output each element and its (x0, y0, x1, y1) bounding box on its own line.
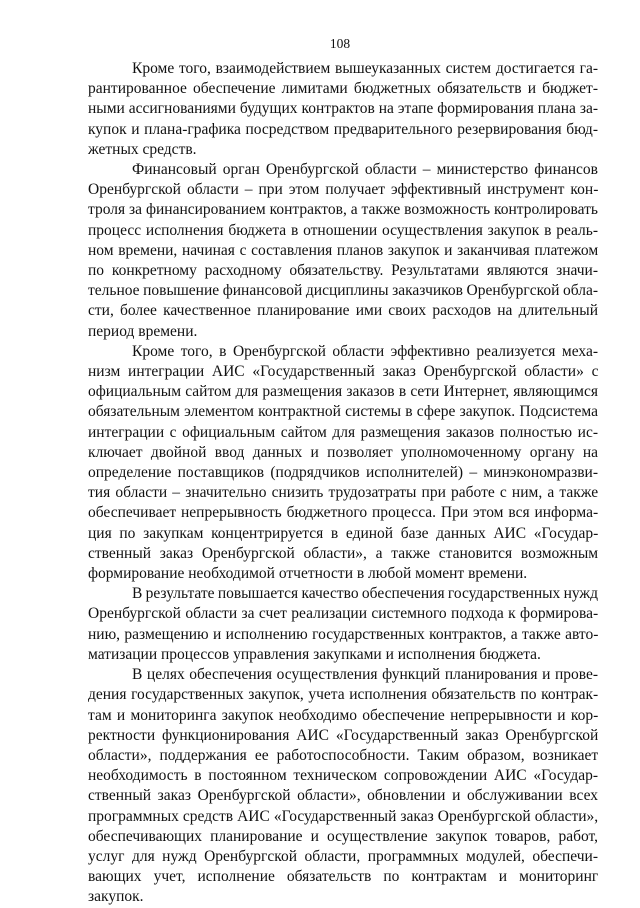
text-line: ректности функционирования АИС «Государственный заказ Оренбургской (88, 726, 599, 744)
text-line: необходимость в постоянном техническом сопровождении АИС «Государ- (88, 767, 598, 785)
text-line: ном времени, начиная с составления планов закупок и заканчивая платежом (88, 241, 599, 259)
text-line: обеспечивает непрерывность бюджетного процесса. При этом вся информа- (88, 504, 599, 522)
text-line: программных средств АИС «Государственный заказ Оренбургской области», (88, 807, 599, 825)
text-line: низм интеграции АИС «Государственный заказ Оренбургской области» с (88, 363, 599, 381)
text-line: сти, более качественное планирование ими своих расходов на длительный (88, 302, 598, 320)
text-line: дения государственных закупок, учета исполнения обязательств по контрак- (88, 686, 599, 704)
text-line: ция по закупкам концентрируется в единой базе данных АИС «Государ- (88, 524, 599, 542)
text-line: рантированное обеспечение лимитами бюджетных обязательств и бюджет- (88, 80, 598, 98)
text-line: жетных средств. (88, 140, 197, 158)
paragraph-1 (88, 59, 598, 160)
paragraph-5 (88, 665, 598, 907)
text-line: обеспечивающих планирование и осуществление закупок товаров, работ, (88, 827, 598, 845)
paragraph-2 (88, 160, 598, 342)
text-line: обязательным элементом контрактной системы в сфере закупок. Подсистема (88, 403, 598, 421)
text-line: период времени. (88, 322, 198, 340)
text-line: нию, размещению и исполнению государственных контрактов, а также авто- (88, 625, 599, 643)
text-line: В результате повышается качество обеспечения государственных нужд (132, 585, 598, 603)
text-line: В целях обеспечения осуществления функций планирования и прове- (132, 666, 599, 684)
text-line: закупок. (88, 888, 144, 906)
text-line: купок и плана-графика посредством предварительного резервирования бюд- (88, 120, 598, 138)
text-line: определение поставщиков (подрядчиков исполнителей) – минэкономразви- (88, 464, 598, 482)
page-number: 108 (329, 36, 351, 51)
text-line: ными ассигнованиями будущих контрактов на этапе формирования плана за- (88, 100, 598, 118)
text-line: ключает двойной ввод данных и позволяет уполномоченному органу на (88, 443, 598, 461)
text-line: тельное повышение финансовой дисциплины заказчиков Оренбургской обла- (88, 282, 598, 300)
text-line: формирование необходимой отчетности в любой момент времени. (88, 565, 528, 583)
text-line: области», поддержания ее работоспособности. Таким образом, возникает (88, 746, 599, 764)
text-line: матизации процессов управления закупками и исполнения бюджета. (88, 645, 541, 663)
text-line: Кроме того, в Оренбургской области эффективно реализуется меха- (132, 342, 598, 360)
paragraph-3 (88, 342, 598, 584)
document-body (88, 59, 598, 908)
text-line: троля за финансированием контрактов, а также возможность контролировать (88, 201, 598, 219)
text-line: Оренбургской области – при этом получает эффективный инструмент кон- (88, 181, 599, 199)
text-line: официальным сайтом для размещения заказов в сети Интернет, являющимся (88, 383, 598, 401)
text-line: процесс исполнения бюджета в отношении осуществления закупок в реаль- (88, 221, 598, 239)
text-line: ственный заказ Оренбургской области», обновлении и обслуживании всех (88, 787, 598, 805)
text-line: услуг для нужд Оренбургской области, программных модулей, обеспечи- (88, 847, 598, 865)
text-line: интеграции с официальным сайтом для размещения заказов полностью ис- (88, 423, 598, 441)
text-line: вающих учет, исполнение обязательств по контрактам и мониторинг (88, 868, 599, 886)
text-line: Оренбургской области за счет реализации системного подхода к формирова- (88, 605, 599, 623)
paragraph-4 (88, 584, 598, 665)
text-line: по конкретному расходному обязательству. Результатами являются значи- (88, 262, 598, 280)
text-line: Финансовый орган Оренбургской области – министерство финансов (132, 161, 598, 179)
text-line: там и мониторинга закупок необходимо обеспечение непрерывности и кор- (88, 706, 599, 724)
text-line: тия области – значительно снизить трудозатраты при работе с ним, а также (88, 484, 599, 502)
text-line: Кроме того, взаимодействием вышеуказанных систем достигается га- (132, 60, 598, 77)
text-line: ственный заказ Оренбургской области», а также становится возможным (88, 544, 599, 562)
